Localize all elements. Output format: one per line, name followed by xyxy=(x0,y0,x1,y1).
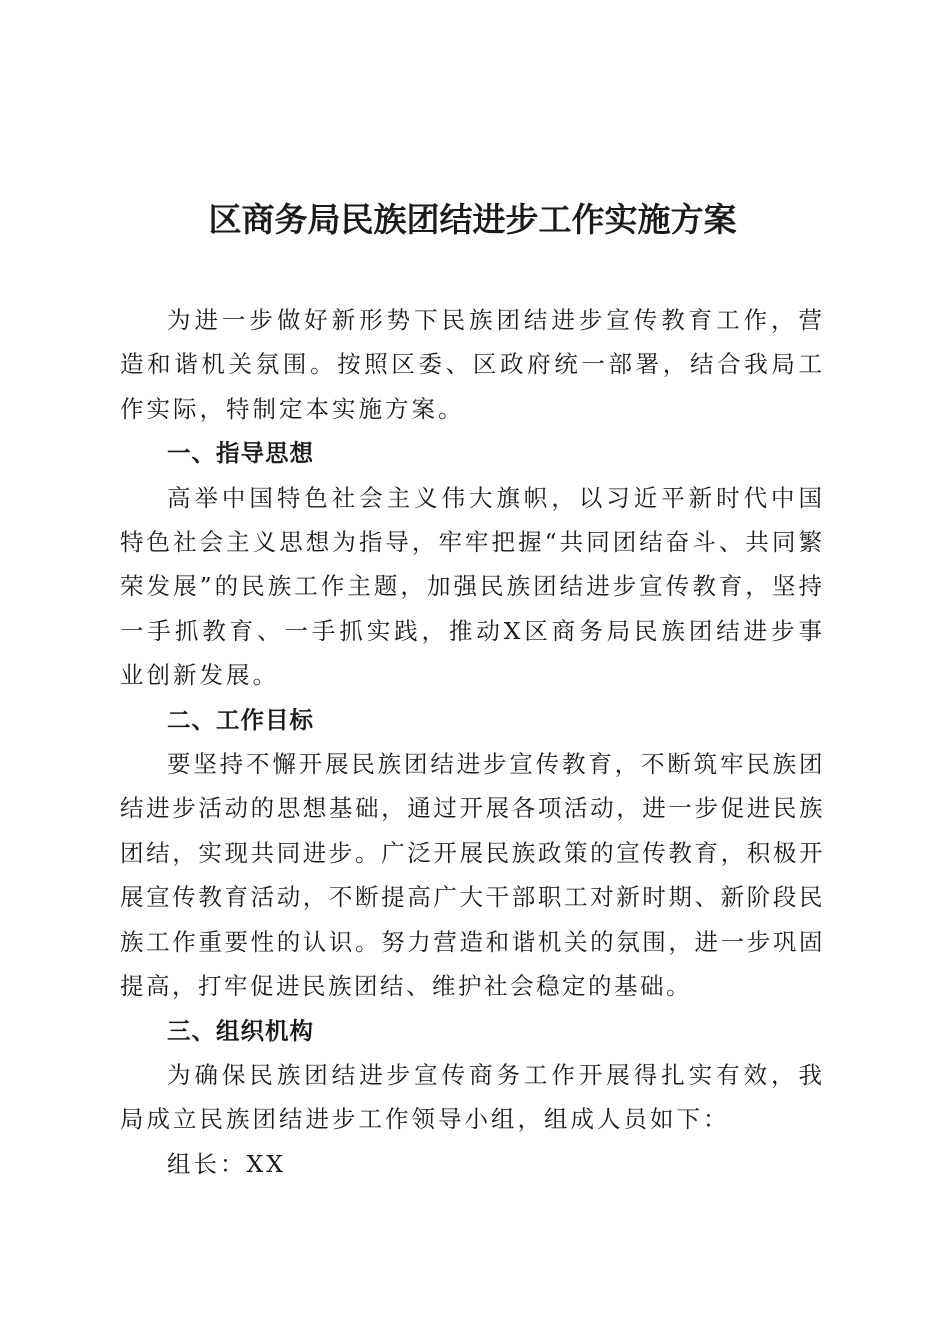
section-heading-organization: 三、组织机构 xyxy=(167,1016,314,1045)
document-title: 区商务局民族团结进步工作实施方案 xyxy=(208,200,737,239)
section-heading-work-goals: 二、工作目标 xyxy=(167,705,314,734)
leader-line: 组长：XX xyxy=(167,1149,286,1178)
intro-paragraph: 为进一步做好新形势下民族团结进步宣传教育工作，营造和谐机关氛围。按照区委、区政府统一部署，结合我局工作实际，特制定本实施方案。 xyxy=(120,306,825,423)
section-heading-guiding-ideology: 一、指导思想 xyxy=(167,439,314,468)
section-body-work-goals: 要坚持不懈开展民族团结进步宣传教育，不断筑牢民族团结进步活动的思想基础，通过开展各项活动，进一步促进民族团结，实现共同进步。广泛开展民族政策的宣传教育，积极开展宣传教育活动，不断提高广大干部职工对新时期、新阶段民族工作重要性的认识。努力营造和谐机关的氛围，进一步巩固提高，打牢促进民族团结、维护社会稳定的基础。 xyxy=(120,750,825,1001)
section-body-organization: 为确保民族团结进步宣传商务工作开展得扎实有效，我局成立民族团结进步工作领导小组，组成人员如下： xyxy=(120,1060,825,1134)
document-page xyxy=(120,190,825,1186)
section-body-guiding-ideology: 高举中国特色社会主义伟大旗帜，以习近平新时代中国特色社会主义思想为指导，牢牢把握“共同团结奋斗、共同繁荣发展”的民族工作主题，加强民族团结进步宣传教育，坚持一手抓教育、一手抓实践，推动X区商务局民族团结进步事业创新发展。 xyxy=(120,483,825,690)
